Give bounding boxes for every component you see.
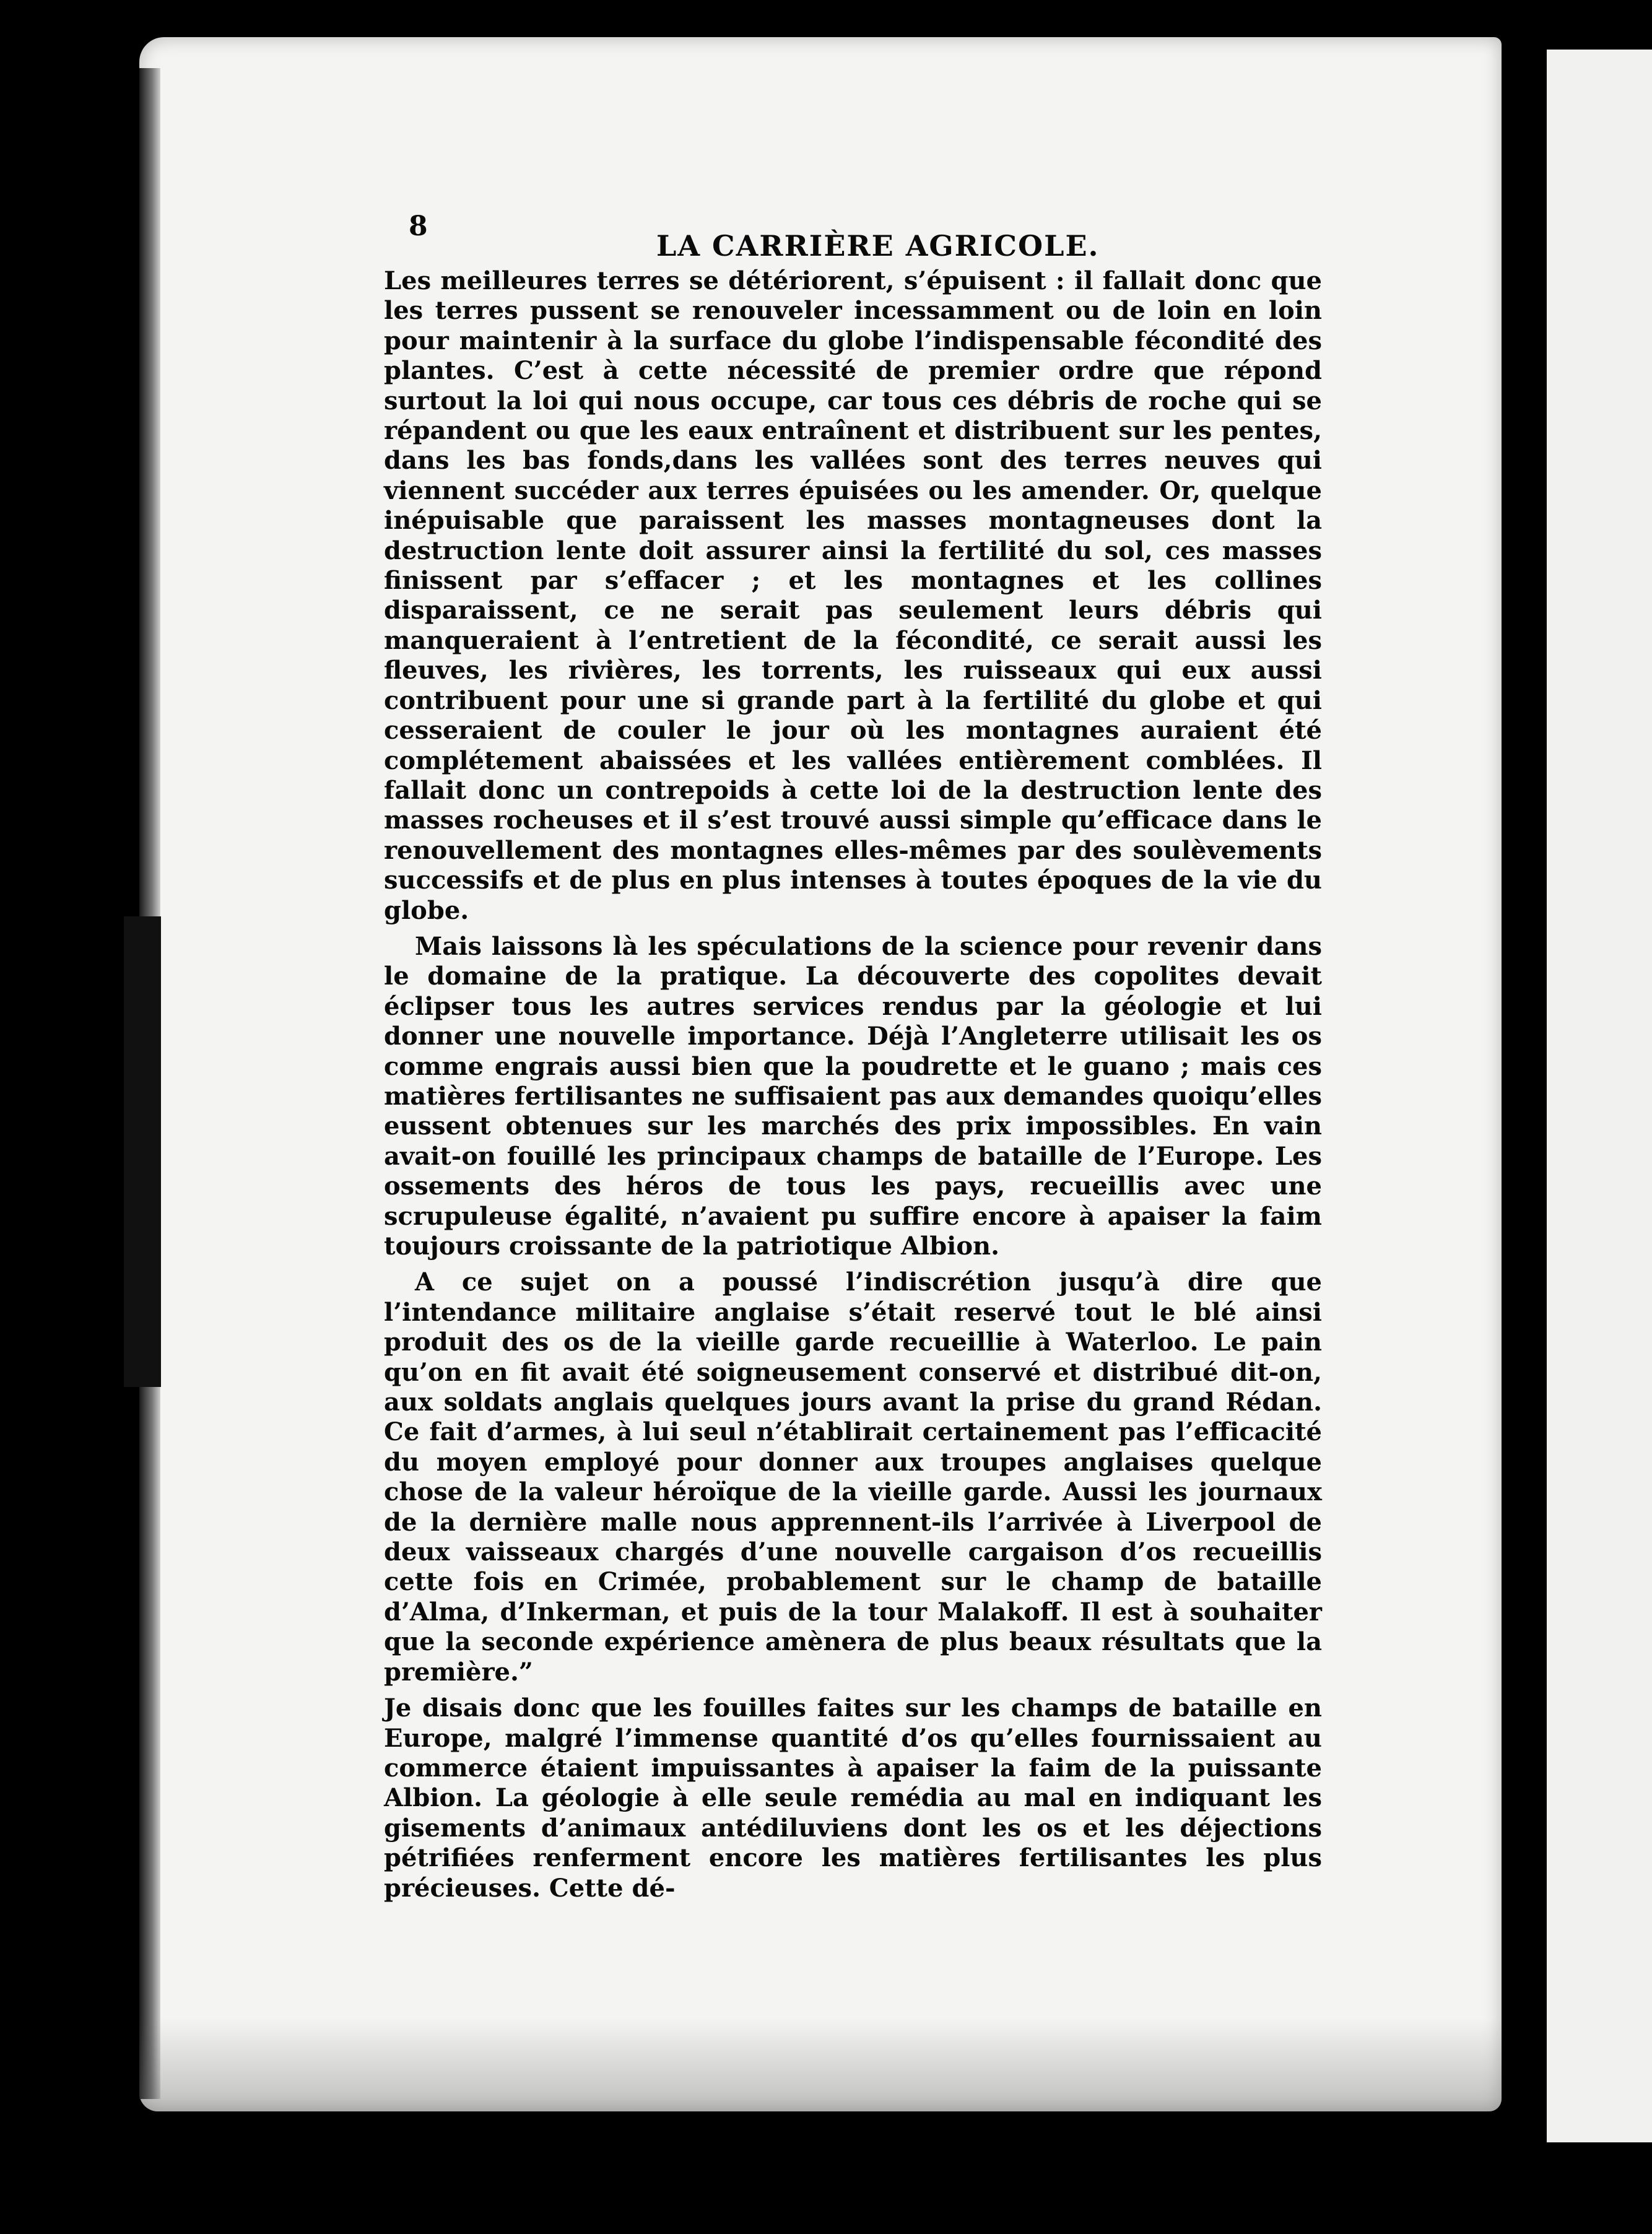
page-bottom-wear <box>139 2019 1502 2111</box>
paragraph-3: A ce sujet on a poussé l’indiscrétion jusqu’à dire que l’intendance militaire anglaise s’était reservé tout le blé ainsi produit des os de la vieille garde recueillie à Waterloo. Le pain qu’on en fit avait été soigneusement conservé et distribué dit-on, aux soldats anglais quelques jours avant la prise du grand Rédan. Ce fait d’armes, à lui seul n’établirait certainement pas l’efficacité du moyen employé pour donner aux troupes anglaises quelque chose de la valeur héroïque de la vieille garde. Aussi les journaux de la dernière malle nous apprennent-ils l’arrivée à Liverpool de deux vaisseaux chargés d’une nouvelle cargaison d’os recueillis cette fois en Crimée, probablement sur le champ de bataille d’Alma, d’Inkerman, et puis de la tour Malakoff. Il est à souhaiter que la seconde expérience amènera de plus beaux résultats que la première.” <box>384 1267 1322 1687</box>
page-text-block <box>384 204 1322 1910</box>
running-title: LA CARRIÈRE AGRICOLE. <box>656 229 1100 263</box>
paragraph-1: Les meilleures terres se détériorent, s’épuisent : il fallait donc que les terres pussent se renouveler incessamment ou de loin en loin pour maintenir à la surface du globe l’indispensable fécondité des plantes. C’est à cette nécessité de premier ordre que répond surtout la loi qui nous occupe, car tous ces débris de roche qui se répandent ou que les eaux entraînent et distribuent sur les pentes, dans les bas fonds,dans les vallées sont des terres neuves qui viennent succéder aux terres épuisées ou les amender. Or, quelque inépuisable que paraissent les masses montagneuses dont la destruction lente doit assurer ainsi la fertilité du sol, ces masses finissent par s’effacer ; et les montagnes et les collines disparaissent, ce ne serait pas seulement leurs débris qui manqueraient à l’entretient de la fécondité, ce serait aussi les fleuves, les rivières, les torrents, les ruisseaux qui eux aussi contribuent pour une si grande part à la fertilité du globe et qui cesseraient de couler le jour où les montagnes auraient été complétement abaissées et les vallées entièrement comblées. Il fallait donc un contrepoids à cette loi de la destruction lente des masses rocheuses et il s’est trouvé aussi simple qu’efficace dans le renouvellement des montagnes elles-mêmes par des soulèvements successifs et de plus en plus intenses à toutes époques de la vie du globe. <box>384 266 1322 925</box>
page-number: 8 <box>409 211 428 242</box>
facing-page-edge <box>1536 50 1652 2142</box>
paragraph-2: Mais laissons là les spéculations de la science pour revenir dans le domaine de la pratique. La découverte des copolites devait éclipser tous les autres services rendus par la géologie et lui donner une nouvelle importance. Déjà l’Angleterre utilisait les os comme engrais aussi bien que la poudrette et le guano ; mais ces matières fertilisantes ne suffisaient pas aux demandes quoiqu’elles eussent obtenues sur les marchés des prix impossibles. En vain avait-on fouillé les principaux champs de bataille de l’Europe. Les ossements des héros de tous les pays, recueillis avec une scrupuleuse égalité, n’avaient pu suffire encore à apaiser la faim toujours croissante de la patriotique Albion. <box>384 931 1322 1261</box>
running-head <box>384 204 1322 266</box>
paragraph-4: Je disais donc que les fouilles faites sur les champs de bataille en Europe, malgré l’immense quantité d’os qu’elles fournissaient au commerce étaient impuissantes à apaiser la faim de la puissante Albion. La géologie à elle seule remédia au mal en indiquant les gisements d’animaux antédiluviens dont les os et les déjections pétrifiées renferment encore les matières fertilisantes les plus précieuses. Cette dé- <box>384 1693 1322 1903</box>
binding-shadow <box>124 916 161 1387</box>
